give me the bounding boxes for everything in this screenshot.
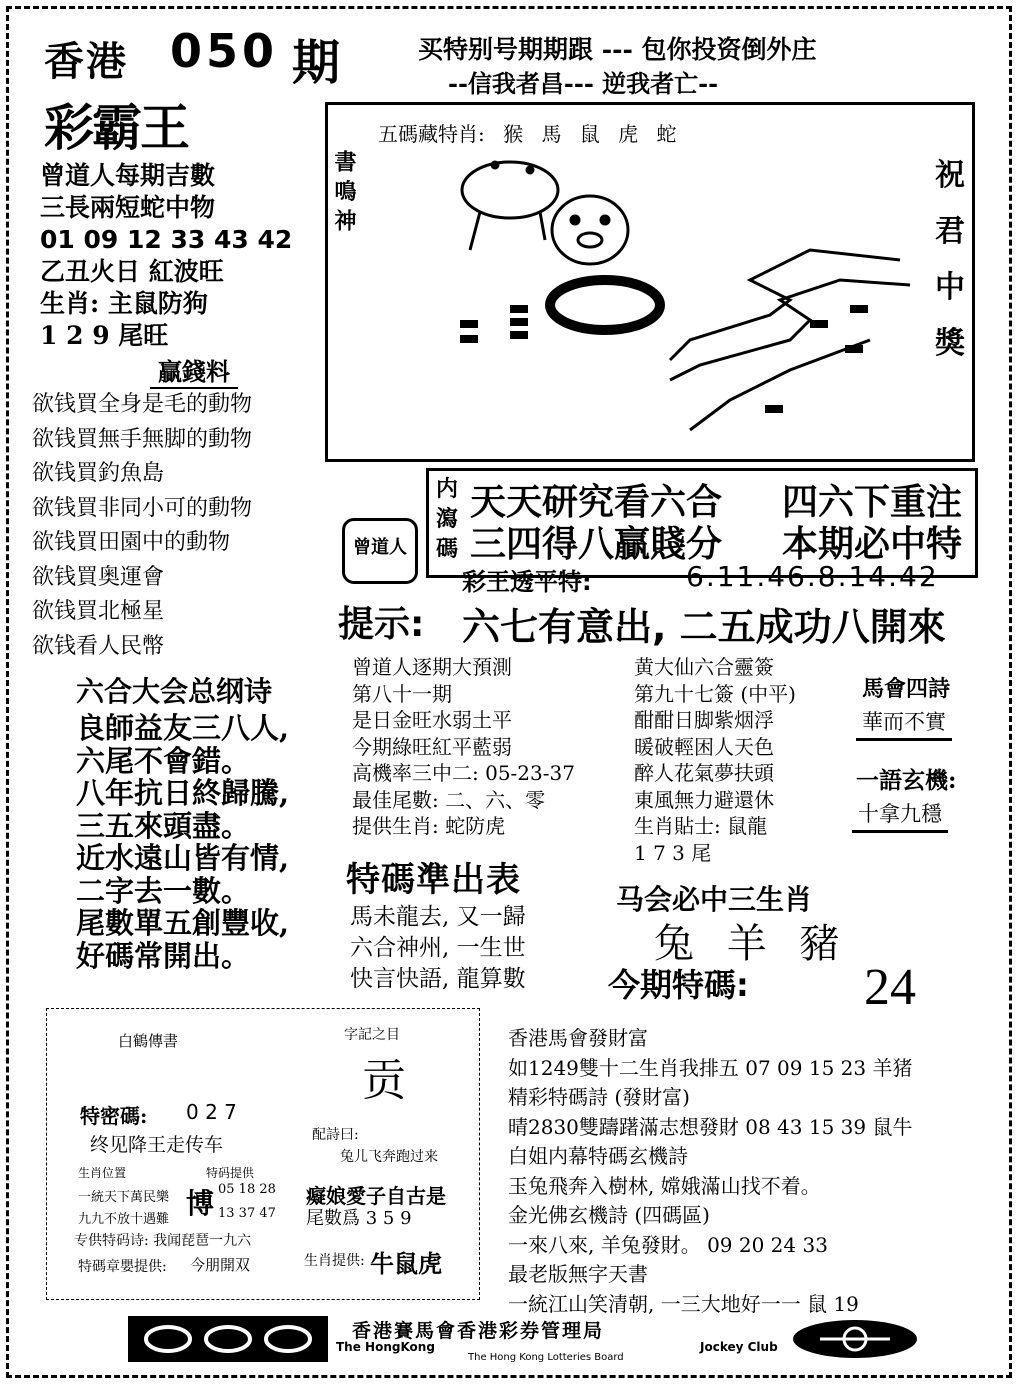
footer-org-cn: 香港賽馬會香港彩券管理局 <box>352 1320 605 1342</box>
horse-poem-value: 華而不實 <box>856 706 952 741</box>
zodiac-line2: 九九不放十遇難 <box>78 1212 170 1227</box>
clipping-header-left: 白鶴傳書 <box>118 1032 179 1050</box>
special-table-title: 特碼準出表 <box>346 860 521 900</box>
oracle-line: 1 7 3 尾 <box>634 840 712 865</box>
hkjc-logo-left-icon <box>128 1316 328 1362</box>
oracle-line: 黄大仙六合靈簽 <box>634 655 774 679</box>
horse-poem-title: 馬會四詩 <box>862 676 951 702</box>
leak-line1-right: 四六下重注 <box>782 482 963 523</box>
money-item: 欲钱買非同小可的動物 <box>32 495 253 521</box>
zeng-forecast <box>352 654 575 840</box>
expert-line: 专供特码诗: 我闻琵琶一九六 <box>74 1233 252 1249</box>
money-item: 欲钱買奥運會 <box>32 564 165 590</box>
wong-tai-sin <box>634 654 796 866</box>
picture-caption: 五碼藏特肖: 猴 馬 鼠 虎 蛇 <box>378 122 677 146</box>
left-info <box>40 160 292 352</box>
tip-line: 香港馬會發財富 <box>508 1026 648 1050</box>
blessing-char: 中 <box>935 270 965 305</box>
poem-line: 好碼常開出。 <box>76 938 251 973</box>
oracle-line: 第九十七簽 (中平) <box>634 681 796 706</box>
info-line: 曾道人每期吉數 <box>40 161 216 190</box>
money-title: 贏錢料 <box>150 352 238 389</box>
secret-code-value: 0 2 7 <box>186 1100 237 1124</box>
leak-line2-left: 三四得八贏賤分 <box>470 524 723 565</box>
zodiac-pos-label: 生肖位置 <box>78 1166 127 1180</box>
leak-char: 瀉 <box>435 506 458 532</box>
special-line: 快言快語, 龍算數 <box>350 966 526 992</box>
money-item: 欲钱買北極星 <box>32 599 165 624</box>
leak-line1-left: 天天研究看六合 <box>470 482 723 523</box>
hint-text: 六七有意出, 二五成功八開來 <box>462 605 946 649</box>
poem-line: 良師益友三八人, <box>76 711 290 745</box>
road-icon <box>670 250 910 430</box>
blessing-vertical <box>930 148 970 372</box>
forecast-line: 是日金旺水弱土平 <box>352 708 512 732</box>
tip-line: 一統江山笑清朝, 一三大地好一一 鼠 19 <box>508 1291 859 1316</box>
poem-line: 六尾不會錯。 <box>76 743 251 778</box>
bowl-icon <box>550 280 660 330</box>
flat-label: 彩王透平特: <box>462 568 592 596</box>
money-item: 欲钱買全身是毛的動物 <box>32 392 253 417</box>
picture-side-label: 書 鳴 神 <box>331 150 357 232</box>
tip-line: 晴2830雙躊躇滿志想發財 08 43 15 39 鼠牛 <box>508 1114 913 1139</box>
lover-line: 癡娘愛子自古是 <box>306 1184 446 1208</box>
leak-char: 内 <box>435 476 458 502</box>
issue-number: 050 <box>170 24 279 78</box>
zodiac-line1: 一統天下萬民樂 <box>78 1190 170 1205</box>
footer-org-en-2: Jockey Club <box>700 1340 778 1354</box>
three-zodiac-animals: 兔 羊 豬 <box>654 921 840 967</box>
oracle-line: 醉人花氣夢扶頭 <box>634 761 774 785</box>
slogan-top: 买特别号期期跟 --- 包你投资倒外庄 <box>418 35 817 64</box>
brand-hk: 香港 <box>44 39 128 85</box>
clipping-big-char: 贡 <box>362 1055 406 1106</box>
tip-line: 一來八來, 羊兔發財。 09 20 24 33 <box>508 1232 828 1257</box>
tip-line: 最老版無字天書 <box>508 1262 648 1286</box>
tip-line: 精彩特碼詩 (發財富) <box>508 1085 690 1109</box>
footer-org-en-3: The Hong Kong Lotteries Board <box>468 1352 624 1363</box>
king-line: 终见降王走传车 <box>90 1134 224 1156</box>
forecast-line: 提供生肖: 蛇防虎 <box>352 814 506 838</box>
leak-char: 碼 <box>435 536 458 562</box>
info-line: 1 2 9 尾旺 <box>40 321 169 350</box>
special-number: 24 <box>864 959 916 1016</box>
oracle-line: 東風無力避還休 <box>634 787 774 812</box>
forecast-line: 最佳尾數: 二、六、零 <box>352 787 546 812</box>
money-list <box>32 388 252 664</box>
special-line: 馬未龍去, 又一歸 <box>350 904 526 930</box>
special-table-lines <box>350 902 526 995</box>
poem-line: 近水遠山皆有情, <box>76 841 290 875</box>
poem-line: 尾數單五創豐收, <box>76 906 290 940</box>
flat-numbers: 6.11.46.8.14.42 <box>686 560 939 593</box>
clipping-header-right: 字記之目 <box>344 1027 400 1043</box>
forecast-line: 第八十一期 <box>352 681 452 706</box>
oracle-line: 暖破輕困人天色 <box>634 734 774 759</box>
mystery-title: 一語玄機: <box>856 767 957 794</box>
special-number-label: 今期特碼: <box>608 966 749 1004</box>
three-zodiac-title: 马会必中三生肖 <box>616 883 813 916</box>
zodiac-provide-label: 生肖提供: <box>304 1253 365 1269</box>
footer-org-en-1: The HongKong <box>336 1340 435 1354</box>
tip-line: 白姐内幕特碼玄機詩 <box>508 1144 688 1168</box>
provider-label: 特碼章嬰提供: <box>78 1259 167 1275</box>
poem-title: 六合大会总纲诗 <box>76 675 273 708</box>
info-line: 生肖: 主鼠防狗 <box>40 289 208 318</box>
poem-line: 八年抗日終歸騰, <box>76 776 290 810</box>
poem-line: 二字去一數。 <box>76 873 251 908</box>
clipping-poem-text: 兔儿飞奔跑过来 <box>340 1149 438 1165</box>
slogan-bottom: --信我者昌--- 逆我者亡-- <box>448 69 719 98</box>
tip-line: 如1249雙十二生肖我排五 07 09 15 23 羊猪 <box>508 1055 913 1080</box>
leak-vertical <box>432 474 462 564</box>
bottom-right-lines <box>508 1024 912 1319</box>
special-nums-2: 13 37 47 <box>218 1206 276 1221</box>
oracle-line: 生肖貼士: 鼠龍 <box>634 814 768 838</box>
tip-line: 金光佛玄機詩 (四碼區) <box>508 1203 710 1227</box>
pig-right-icon <box>552 196 628 264</box>
info-line: 三長兩短蛇中物 <box>40 193 216 222</box>
tip-line: 玉兔飛奔入樹林, 嫦娥滿山找不着。 <box>508 1173 821 1198</box>
leak-line2-right: 本期必中特 <box>782 524 963 565</box>
blessing-char: 祝 <box>935 158 965 193</box>
pig-left-icon <box>462 162 558 250</box>
special-nums-1: 05 18 28 <box>218 1182 276 1197</box>
info-line: 01 09 12 33 43 42 <box>40 225 293 254</box>
forecast-line: 高機率三中二: 05-23-37 <box>352 761 575 785</box>
clipping-poem-label: 配詩曰: <box>312 1127 359 1143</box>
oracle-line: 酣酣日脚紫烟浮 <box>634 708 774 732</box>
poem-line: 三五來頭盡。 <box>76 808 251 843</box>
special-provide-label: 特码提供 <box>206 1166 255 1180</box>
blessing-char: 獎 <box>935 326 965 361</box>
zodiac-provide-value: 牛鼠虎 <box>370 1249 442 1278</box>
tail-line: 尾數爲 3 5 9 <box>306 1208 412 1229</box>
secret-code-label: 特密碼: <box>80 1104 148 1128</box>
special-line: 六合神州, 一生世 <box>350 935 526 961</box>
provider-value: 今朋開双 <box>190 1256 251 1274</box>
hkjc-logo-right-icon <box>790 1318 920 1360</box>
money-item: 欲钱買無手無脚的動物 <box>32 426 253 452</box>
pig-illustration <box>370 140 930 450</box>
money-item: 欲钱看人民幣 <box>32 633 165 659</box>
money-item: 欲钱買釣魚島 <box>32 461 165 486</box>
forecast-line: 今期綠旺紅平藍弱 <box>352 734 512 759</box>
mystery-value: 十拿九穩 <box>852 798 948 833</box>
money-item: 欲钱買田園中的動物 <box>32 530 231 555</box>
poem-lines <box>76 712 289 972</box>
forecast-line: 曾道人逐期大預測 <box>352 655 512 679</box>
info-line: 乙丑火日 紅波旺 <box>40 257 224 286</box>
hint-label: 提示: <box>338 604 425 645</box>
issue-suffix: 期 <box>292 35 341 91</box>
zeng-seal: 曾道人 <box>342 518 418 584</box>
blessing-char: 君 <box>935 214 965 249</box>
special-char: 博 <box>186 1187 215 1220</box>
brand-name: 彩霸王 <box>44 99 188 157</box>
